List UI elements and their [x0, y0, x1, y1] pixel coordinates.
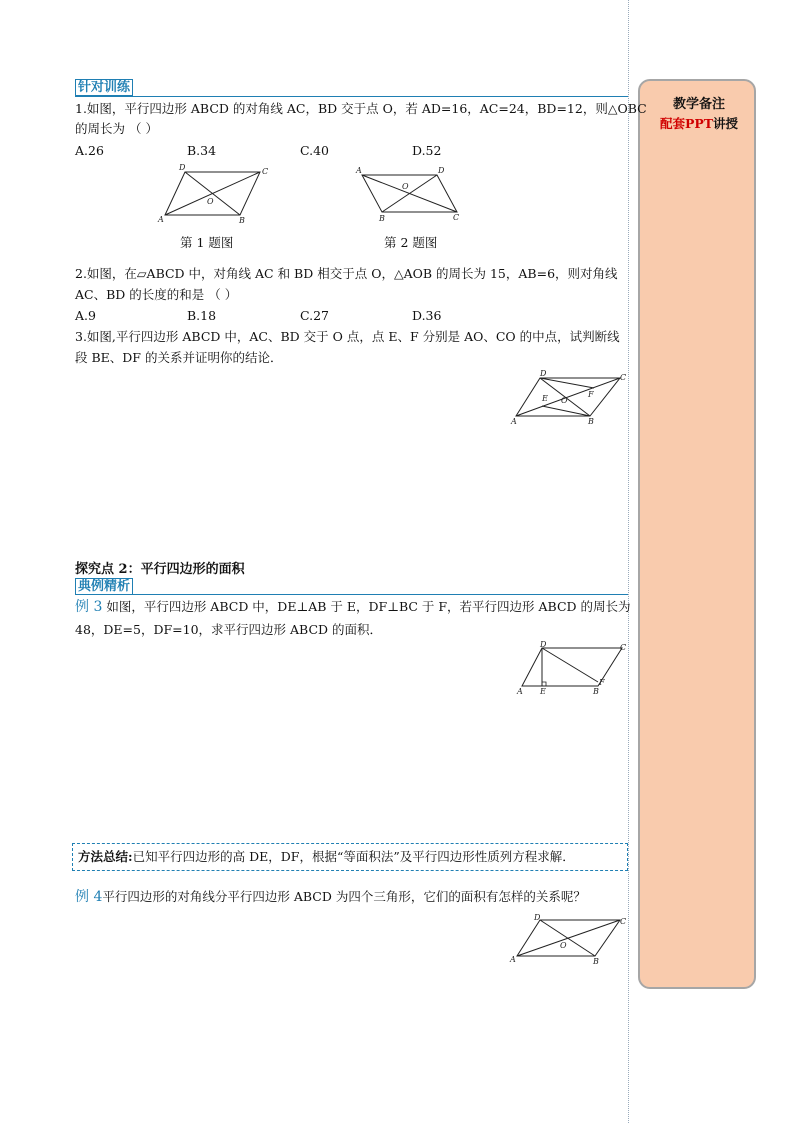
example-3-line-1 — [75, 599, 631, 615]
q2-option-a: A.9 — [75, 308, 96, 323]
question-2-line-1: 2.如图，在▱ABCD 中，对角线 AC 和 BD 相交于点 O，△AOB 的周长为 15，AB=6，则对角线 — [75, 266, 618, 281]
figure-example-3 — [510, 640, 630, 698]
fig5-label-o: O — [560, 941, 567, 950]
training-tag: 针对训练 — [75, 79, 133, 96]
fig5-diagonal-bd — [540, 920, 595, 956]
fig2-label-o: O — [402, 182, 409, 191]
fig5-label-b: B — [593, 957, 599, 966]
method-summary-text: 已知平行四边形的高 DE，DF，根据“等面积法”及平行四边形性质列方程求解． — [132, 849, 575, 864]
example-4-label: 例 4 — [75, 889, 103, 905]
q2-option-c: C.27 — [300, 308, 329, 323]
figure-1-parallelogram — [155, 160, 275, 225]
fig4-label-e: E — [540, 687, 546, 696]
fig1-label-a: A — [158, 215, 164, 224]
q1-option-a: A.26 — [75, 143, 104, 158]
q1-option-b: B.34 — [187, 143, 217, 158]
fig1-label-o: O — [207, 197, 214, 206]
example-analysis-tag: 典例精析 — [75, 578, 133, 595]
q2-option-d: D.36 — [412, 308, 442, 323]
figure-example-4 — [505, 910, 630, 968]
fig2-label-a: A — [356, 166, 362, 175]
figure-1-caption: 第 1 题图 — [180, 235, 234, 250]
fig4-label-c: C — [620, 643, 627, 652]
q1-option-c: C.40 — [300, 143, 329, 158]
fig3-segment-df — [540, 378, 594, 388]
method-summary-box — [72, 843, 628, 871]
section-2-heading: 探究点 2：平行四边形的面积 — [75, 562, 245, 577]
q1-option-d: D.52 — [412, 143, 442, 158]
teaching-notes-subtitle — [640, 114, 758, 132]
example-3-text: 如图，平行四边形 ABCD 中，DE⊥AB 于 E，DF⊥BC 于 F，若平行四边形 ABCD 的周长为 — [102, 599, 631, 614]
example-3-label: 例 3 — [75, 599, 103, 615]
fig3-label-a: A — [511, 417, 517, 426]
question-1-line-2: 的周长为 （ ） — [75, 121, 158, 136]
example-4-text: 平行四边形的对角线分平行四边形 ABCD 为四个三角形，它们的面积有怎样的关系呢？ — [102, 889, 586, 904]
example-4-line — [75, 889, 586, 905]
fig3-label-o: O — [561, 396, 568, 405]
fig4-label-f: F — [599, 678, 605, 687]
fig3-label-c: C — [620, 373, 627, 382]
question-1-line-1: 1.如图，平行四边形 ABCD 的对角线 AC，BD 交于点 O，若 AD=16，AC=24，BD=12，则△OBC — [75, 101, 647, 116]
teaching-notes-panel — [638, 79, 756, 989]
fig3-label-e: E — [542, 394, 548, 403]
fig2-label-b: B — [379, 214, 385, 223]
ppt-label: 配套PPT — [659, 116, 714, 131]
training-rule — [75, 96, 628, 97]
fig4-label-b: B — [593, 687, 599, 696]
figure-2-parallelogram — [352, 160, 472, 225]
fig3-label-f: F — [588, 390, 594, 399]
question-3-line-2: 段 BE、DF 的关系并证明你的结论． — [75, 350, 283, 365]
fig5-label-c: C — [620, 917, 627, 926]
fig5-label-d: D — [534, 913, 541, 922]
fig4-label-a: A — [517, 687, 523, 696]
fig4-label-d: D — [540, 640, 547, 649]
question-3-line-1: 3.如图,平行四边形 ABCD 中，AC、BD 交于 O 点，点 E、F 分别是 AO、CO 的中点，试判断线 — [75, 329, 620, 344]
fig2-label-c: C — [453, 213, 460, 222]
fig2-label-d: D — [438, 166, 445, 175]
fig4-outline — [522, 648, 622, 686]
fig1-label-b: B — [239, 216, 245, 225]
teaching-notes-title: 教学备注 — [672, 97, 725, 112]
q2-option-b: B.18 — [187, 308, 217, 323]
fig2-diagonal-bd — [382, 175, 437, 212]
method-summary-label: 方法总结: — [78, 849, 133, 864]
fig5-diagonal-ac — [517, 920, 620, 956]
fig4-height-df — [542, 648, 598, 682]
example-rule — [75, 594, 628, 595]
fig3-label-b: B — [588, 417, 594, 426]
fig3-label-d: D — [540, 369, 547, 378]
fig1-diagonal-bd — [185, 172, 240, 215]
question-2-line-2: AC、BD 的长度的和是 （ ） — [75, 287, 238, 302]
example-3-line-2: 48，DE=5，DF=10，求平行四边形 ABCD 的面积． — [75, 622, 383, 637]
teach-label: 讲授 — [713, 116, 739, 131]
fig5-label-a: A — [510, 955, 516, 964]
fig1-label-d: D — [179, 163, 186, 172]
method-summary — [78, 849, 575, 865]
fig4-right-angle-mark — [542, 682, 546, 686]
figure-2-caption: 第 2 题图 — [384, 235, 438, 250]
figure-3-parallelogram — [508, 368, 630, 428]
fig1-label-c: C — [262, 167, 269, 176]
